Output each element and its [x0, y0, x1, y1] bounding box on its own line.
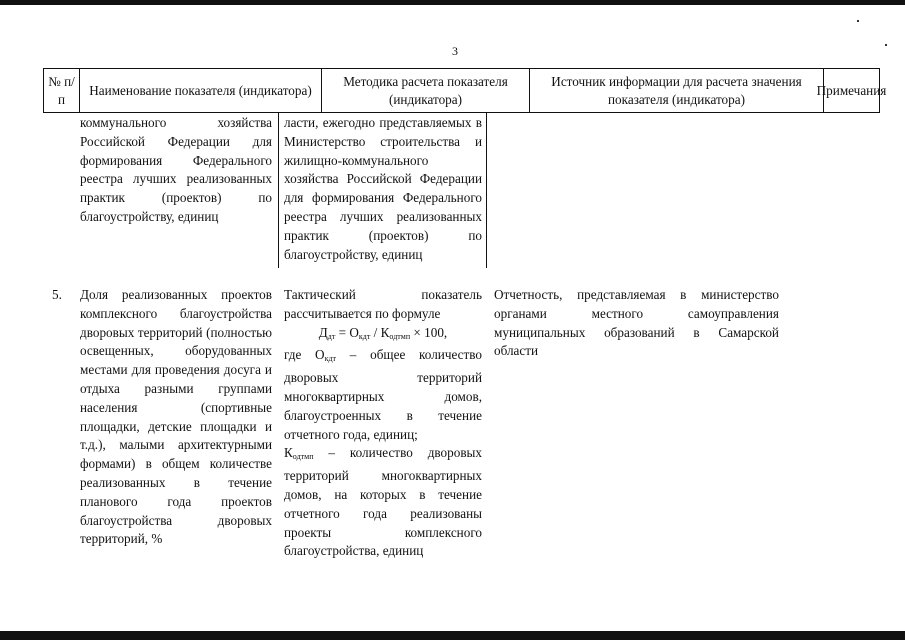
header-indicator-name: Наименование показателя (индикатора) [79, 69, 321, 112]
scan-speck [885, 44, 887, 46]
formula-where: где $О_{кдт}$ – общее количество дворовых территорий многоквартирных домов, благоустроенных в течение отчетного года, единиц; [284, 347, 482, 442]
continued-method: ласти, ежегодно представляемых в Министерство строительства и жилищно-коммунального хозяйства Российской Федерации для формирования Федерального реестра лучших реализованных практик (проектов) по благоустройству, единиц [284, 115, 482, 262]
column-separator [486, 112, 487, 268]
indicator-name: Доля реализованных проектов комплексного благоустройства дворовых территорий (полностью освещенных, оборудованных местами для проведения досуга и отдыха разными группами населения (спортивные площадки, детские площадки и т.д.), малыми архитектурными формами) в общем количестве реализованных в течение планового года проектов благоустройства дворовых территорий, % [80, 287, 272, 547]
source-cell: Отчетность, представляемая в министерство органами местного самоуправления муниципальных образований в Самарской области [494, 287, 779, 359]
formula-k-definition: $К_{одтмп}$ – количество дворовых территорий многоквартирных домов, на которых в течение отчетного года реализованы проекты комплексного благоустройства, единиц [284, 445, 482, 559]
scan-border-top [0, 0, 905, 5]
row-number: 5. [52, 287, 62, 302]
column-separator [278, 112, 279, 268]
page-number: 3 [452, 44, 458, 58]
method-cell [284, 286, 482, 561]
header-separator [43, 112, 878, 113]
header-number: № п/п [48, 73, 75, 107]
table-header-row [43, 68, 887, 113]
header-method: Методика расчета показателя (индикатора) [321, 69, 529, 112]
header-source: Источник информации для расчета значения показателя (индикатора) [529, 69, 823, 112]
scan-border-bottom [0, 631, 905, 640]
header-notes: Примечания [823, 69, 879, 112]
scan-speck [857, 20, 859, 22]
method-intro: Тактический показатель рассчитывается по формуле [284, 287, 482, 321]
formula: $Д_{дт} = О_{кдт} / К_{одтмп} \times 100$, [318, 324, 448, 341]
continued-indicator-name: коммунального хозяйства Российской Федерации для формирования Федерального реестра лучших реализованных практик (проектов) по благоустройству, единиц [80, 115, 272, 224]
